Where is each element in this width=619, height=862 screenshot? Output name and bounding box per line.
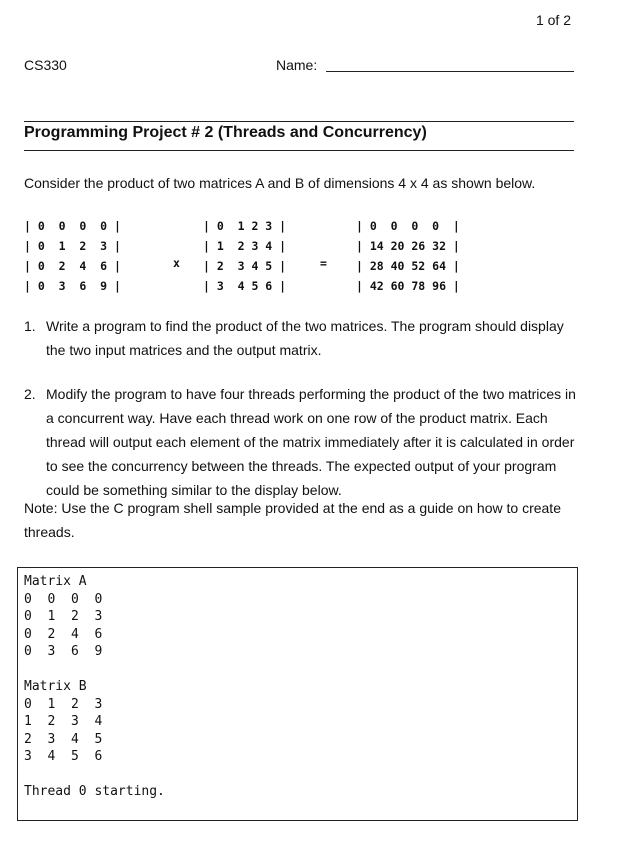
equals-symbol: = <box>320 256 327 270</box>
page-title: Programming Project # 2 (Threads and Concurrency) <box>24 124 427 141</box>
times-symbol: x <box>173 256 180 270</box>
title-bottom-rule <box>24 150 574 151</box>
list-item-number: 1. <box>24 318 36 334</box>
matrix-result: | 0 0 0 0 | | 14 20 26 32 | | 28 40 52 64 | | 42 60 78 96 | <box>356 219 460 293</box>
note-text: Note: Use the C program shell sample provided at the end as a guide on how to create threads. <box>24 500 561 540</box>
title-top-rule <box>24 121 574 122</box>
intro-text: Consider the product of two matrices A and B of dimensions 4 x 4 as shown below. <box>24 175 536 191</box>
sample-output-box <box>17 567 578 821</box>
list-item-2 <box>24 382 584 502</box>
matrix-b: | 0 1 2 3 | | 1 2 3 4 | | 2 3 4 5 | | 3 4 5 6 | <box>203 219 287 293</box>
sample-output: Matrix A 0 0 0 0 0 1 2 3 0 2 4 6 0 3 6 9 Matrix B 0 1 2 3 1 2 3 4 2 3 4 5 3 4 5 6 Thread 0 starting. <box>24 574 165 799</box>
page-number: 1 of 2 <box>535 12 571 28</box>
list-item-text: Write a program to find the product of the two matrices. The program should display the two input matrices and the output matrix. <box>46 318 564 358</box>
course-code: CS330 <box>24 57 67 73</box>
matrix-a: | 0 0 0 0 | | 0 1 2 3 | | 0 2 4 6 | | 0 3 6 9 | <box>24 219 121 293</box>
list-item-text: Modify the program to have four threads performing the product of the two matrices in a concurrent way. Have each thread work on one row of the product matrix. Each thread will output each element of the matrix immediately after it is calculated in order to see the concurrency between the threads. The expected output of your program could be something similar to the display below. <box>46 386 576 498</box>
list-item-number: 2. <box>24 386 36 402</box>
name-label: Name: <box>276 57 318 73</box>
name-blank-line <box>326 71 574 72</box>
list-item-1 <box>24 314 584 362</box>
